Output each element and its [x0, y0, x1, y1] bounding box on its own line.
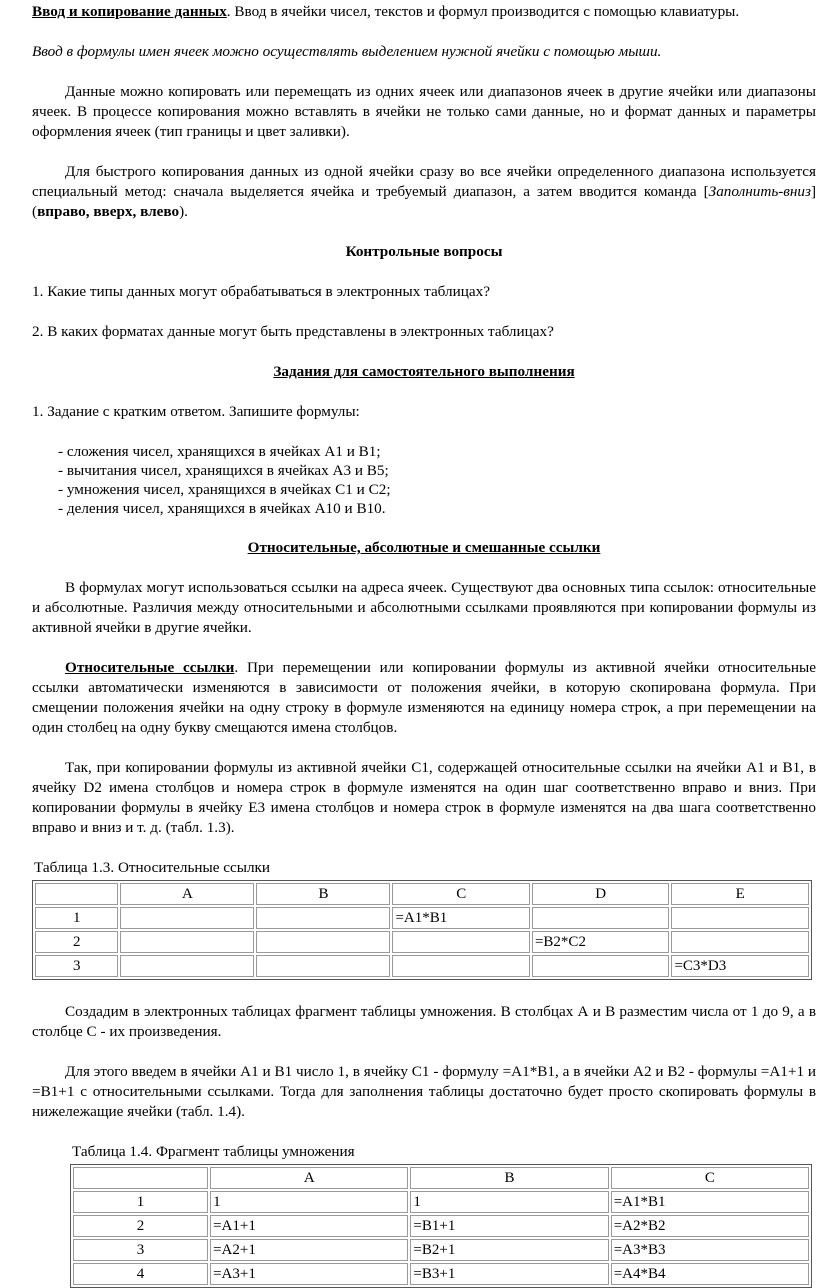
table-cell: 4	[73, 1263, 208, 1285]
heading-references: Относительные, абсолютные и смешанные ссылки	[247, 539, 601, 556]
document-page	[32, 0, 816, 1288]
table-cell: A	[210, 1167, 408, 1189]
paragraph-references: В формулах могут использоваться ссылки на адреса ячеек. Существуют два основных типа ссылок: относительные и абсолютные. Различия между относительными и абсолютными ссылками проявляются при копировании формулы из активной ячейки в другие ячейки.	[32, 579, 816, 636]
table-cell	[120, 955, 254, 977]
table-cell: =A1+1	[210, 1215, 408, 1237]
table-cell	[256, 907, 390, 929]
table-cell	[120, 931, 254, 953]
table-cell	[532, 907, 669, 929]
table-row	[35, 907, 809, 929]
table-cell: 3	[73, 1239, 208, 1261]
paragraph-fast-copy	[32, 162, 816, 222]
table-cell: C	[392, 883, 530, 905]
heading-control-questions: Контрольные вопросы	[345, 243, 503, 260]
table-row	[73, 1191, 809, 1213]
table-cell	[35, 883, 118, 905]
table-1-3	[32, 880, 812, 980]
table-header-row	[35, 883, 809, 905]
table-cell: =A3*B3	[611, 1239, 809, 1261]
table-1-3-caption: Таблица 1.3. Относительные ссылки	[34, 859, 271, 876]
list-item: - деления чисел, хранящихся в ячейках A10 и B10.	[58, 500, 386, 517]
table-cell: E	[671, 883, 809, 905]
heading-tasks: Задания для самостоятельного выполнения	[273, 363, 575, 380]
table-cell: =A2+1	[210, 1239, 408, 1261]
question-1: 1. Какие типы данных могут обрабатываться в электронных таблицах?	[32, 283, 490, 300]
table-header-row	[73, 1167, 809, 1189]
table-cell: =B2*C2	[532, 931, 669, 953]
paragraph-copy-example: Так, при копировании формулы из активной ячейки C1, содержащей относительные ссылки на ячейки A1 и B1, в ячейку D2 имена столбцов и номера строк в формуле изменятся на один шаг соответственно вправо и вниз. При копировании формулы в ячейку E3 имена столбцов и номера строк в формуле изменятся на два шага соответственно вправо и вниз и т. д. (табл. 1.3).	[32, 759, 816, 836]
list-item: - умножения чисел, хранящихся в ячейках C1 и C2;	[58, 481, 391, 498]
table-cell	[532, 955, 669, 977]
table-cell: =A3+1	[210, 1263, 408, 1285]
table-cell	[73, 1167, 208, 1189]
table-cell	[392, 931, 530, 953]
table-cell	[256, 955, 390, 977]
table-cell: B	[256, 883, 390, 905]
bold-term: Ввод и копирование данных	[32, 3, 227, 20]
question-2: 2. В каких форматах данные могут быть представлены в электронных таблицах?	[32, 323, 554, 340]
table-cell: =A1*B1	[611, 1191, 809, 1213]
paragraph-text: . При перемещении или копировании формулы из активной ячейки относительные ссылки автоматически изменяются в зависимости от положения ячейки, в которую скопирована формула. При смещении положения ячейки на одну строку в формуле изменяются на единицу номера строк, а при перемещении на один столбец на одну букву смещаются имена столбцов.	[32, 659, 816, 736]
table-cell	[392, 955, 530, 977]
table-cell	[671, 931, 809, 953]
table-cell: =B3+1	[410, 1263, 608, 1285]
table-cell: =B2+1	[410, 1239, 608, 1261]
table-row	[73, 1263, 809, 1285]
table-cell: =A2*B2	[611, 1215, 809, 1237]
paragraph-mouse-input: Ввод в формулы имен ячеек можно осуществлять выделением нужной ячейки с помощью мыши.	[32, 43, 662, 60]
table-cell: =A4*B4	[611, 1263, 809, 1285]
table-cell	[120, 907, 254, 929]
table-cell: =B1+1	[410, 1215, 608, 1237]
paragraph-data-input	[32, 2, 816, 22]
formula-list	[32, 442, 816, 518]
table-row	[73, 1215, 809, 1237]
table-1-4	[70, 1164, 812, 1288]
table-cell: =C3*D3	[671, 955, 809, 977]
table-cell	[671, 907, 809, 929]
table-row	[73, 1239, 809, 1261]
bold-term: Относительные ссылки	[65, 659, 235, 676]
table-1-4-caption: Таблица 1.4. Фрагмент таблицы умножения	[72, 1143, 355, 1160]
table-cell: B	[410, 1167, 608, 1189]
paragraph-relative-refs	[32, 658, 816, 738]
table-row	[35, 931, 809, 953]
table-cell: A	[120, 883, 254, 905]
table-row	[35, 955, 809, 977]
table-cell: 1	[35, 907, 118, 929]
bold-directions: вправо, вверх, влево	[37, 203, 180, 220]
paragraph-text: . Ввод в ячейки чисел, текстов и формул производится с помощью клавиатуры.	[226, 3, 740, 20]
table-cell: 3	[35, 955, 118, 977]
command-name: Заполнить-вниз	[708, 183, 811, 200]
table-cell: =A1*B1	[392, 907, 530, 929]
task-1: 1. Задание с кратким ответом. Запишите формулы:	[32, 403, 360, 420]
table-cell: 2	[35, 931, 118, 953]
list-item: - вычитания чисел, хранящихся в ячейках A3 и B5;	[58, 462, 389, 479]
paragraph-text: Для быстрого копирования данных из одной ячейки сразу во все ячейки определенного диапазона используется специальный метод: сначала выделяется ячейка и требуемый диапазон, а затем вводится команда [	[32, 163, 816, 200]
list-item: - сложения чисел, хранящихся в ячейках A1 и B1;	[58, 443, 381, 460]
table-cell: 1	[210, 1191, 408, 1213]
paragraph-text: ).	[179, 203, 188, 220]
table-cell	[256, 931, 390, 953]
table-cell: 1	[73, 1191, 208, 1213]
paragraph-fill-formulas: Для этого введем в ячейки A1 и B1 число 1, в ячейку C1 - формулу =A1*B1, а в ячейки A2 и B2 - формулы =A1+1 и =B1+1 с относительными ссылками. Тогда для заполнения таблицы достаточно будет просто скопировать формулы в нижележащие ячейки (табл. 1.4).	[32, 1063, 816, 1120]
table-cell: D	[532, 883, 669, 905]
table-cell: 2	[73, 1215, 208, 1237]
paragraph-text: ] (	[32, 183, 816, 220]
table-cell: 1	[410, 1191, 608, 1213]
paragraph-copying: Данные можно копировать или перемещать из одних ячеек или диапазонов ячеек в другие ячейки или диапазоны ячеек. В процессе копирования можно вставлять в ячейки не только сами данные, но и формат данных и параметры оформления ячеек (тип границы и цвет заливки).	[32, 83, 816, 140]
table-cell: C	[611, 1167, 809, 1189]
paragraph-multiplication: Создадим в электронных таблицах фрагмент таблицы умножения. В столбцах А и В разместим числа от 1 до 9, а в столбце С - их произведения.	[32, 1003, 816, 1040]
